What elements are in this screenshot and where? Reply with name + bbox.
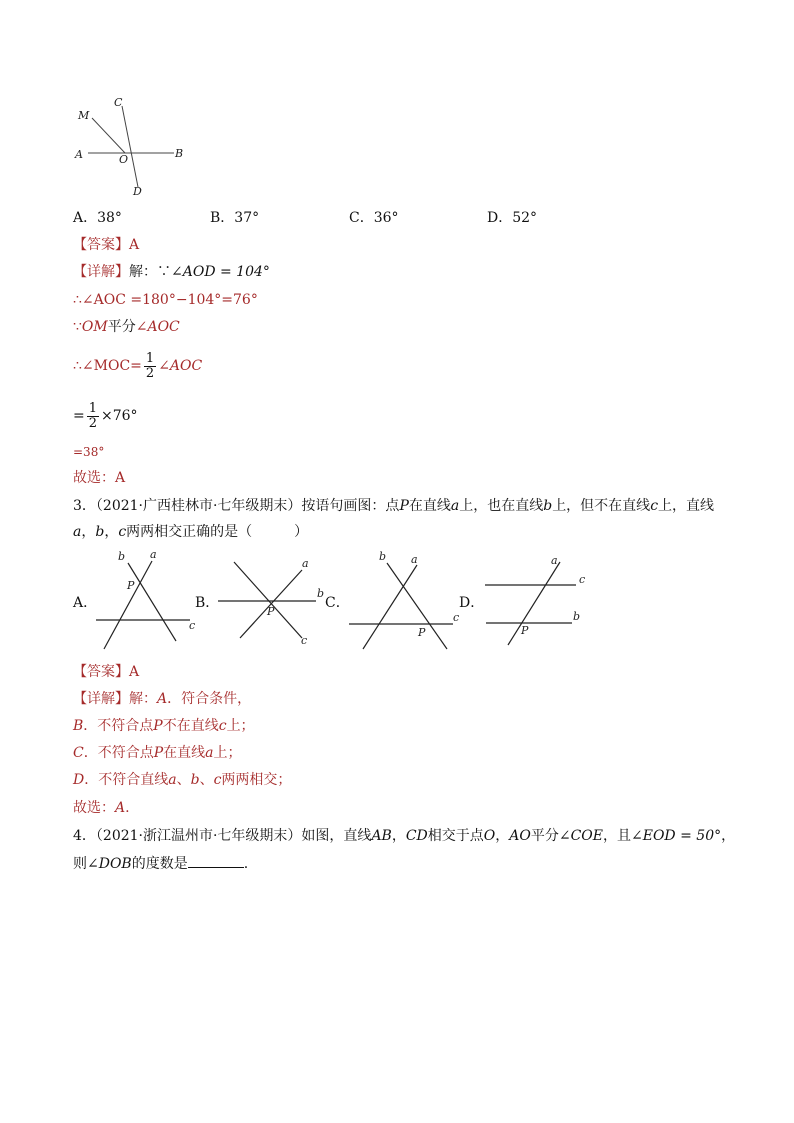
- times-76: ×76°: [101, 408, 138, 424]
- answer-tag: 【答案】: [73, 237, 129, 253]
- om: OM: [81, 319, 108, 335]
- line-cd: [122, 106, 138, 187]
- choose-head: 故选：: [73, 800, 115, 816]
- q2-option-c: C．36°: [349, 210, 399, 226]
- l4-s2: 、: [199, 772, 214, 788]
- q3-s2: 上，也在直线: [459, 498, 544, 514]
- q4-head: 4．（2021·浙江温州市·七年级期末）如图，直线: [73, 828, 372, 844]
- fig-a-label-b: b: [118, 550, 126, 563]
- angle-coe: ∠COE: [558, 828, 603, 844]
- fraction-den: 2: [145, 365, 155, 381]
- detail-l1-rest: ．符合条件，: [167, 691, 252, 707]
- fraction-2: [87, 402, 99, 431]
- l2-b: 不在直线: [162, 718, 219, 734]
- fig-c-line-b: [387, 563, 447, 649]
- detail-head: 解：: [129, 691, 157, 707]
- var-ao: AO: [509, 828, 531, 844]
- q3-s1: 在直线: [408, 498, 451, 514]
- choose-end: .: [125, 800, 130, 816]
- fig-a-label-p: P: [127, 579, 135, 592]
- l3-a: ．不符合点: [83, 745, 154, 761]
- q3-s4: 上，直线: [658, 498, 715, 514]
- opt-a: A: [157, 691, 168, 707]
- fig-c-label-c: c: [453, 611, 460, 624]
- label-a: A: [75, 148, 83, 161]
- l2-end: 上；: [226, 718, 255, 734]
- q2-option-b: B．37°: [210, 210, 260, 226]
- q2-option-d: D．52°: [487, 210, 538, 226]
- q4-stem-line2: [73, 855, 248, 873]
- q3-detail-line3: [73, 744, 242, 762]
- answer-blank[interactable]: [188, 855, 244, 868]
- because-symbol: ∵: [73, 319, 82, 335]
- q4-s3: 平分: [530, 828, 559, 844]
- q3-s3: 上，但不在直线: [552, 498, 651, 514]
- q3-answer: [73, 663, 139, 681]
- fig-d-label-b: b: [573, 610, 581, 623]
- q3-option-c: C．: [325, 595, 350, 611]
- answer-value: A: [129, 237, 140, 253]
- opt-b: B: [73, 718, 84, 734]
- var-b: b: [543, 498, 553, 514]
- angle-dob: ∠DOB: [87, 856, 132, 872]
- q2-detail-line1: [73, 263, 270, 281]
- q3-option-d: D．: [459, 595, 485, 611]
- q3-figure-a: [90, 545, 200, 655]
- l2-c: c: [218, 718, 227, 734]
- detail-text: 解：∵: [129, 264, 171, 280]
- q3-figure-d: [480, 550, 590, 650]
- opt-d: D: [73, 772, 85, 788]
- q3-stem-line1: [73, 497, 714, 515]
- l4-a: ．不符合直线: [84, 772, 169, 788]
- detail-tag: 【详解】: [73, 691, 129, 707]
- q4-s4: ，且: [603, 828, 631, 844]
- fig-a-line-a: [104, 561, 152, 649]
- q4-sep: ，: [391, 828, 406, 844]
- l3-p: P: [153, 745, 164, 761]
- q4-s5: ，: [721, 828, 736, 844]
- fig-d-label-a: a: [551, 554, 558, 567]
- var-cd: CD: [405, 828, 428, 844]
- math-aod: ∠AOD = 104°: [171, 264, 270, 280]
- l4-s1: 、: [176, 772, 191, 788]
- q4-s1: 相交于点: [427, 828, 484, 844]
- bisect-text: 平分: [107, 319, 136, 335]
- label-d: D: [133, 185, 142, 198]
- var-ab: AB: [371, 828, 392, 844]
- q2-detail-line2: ∴∠AOC =180°−104°=76°: [73, 292, 258, 308]
- q3-detail-line1: [73, 690, 251, 708]
- label-o: O: [119, 153, 129, 166]
- fig-d-line-a: [508, 562, 560, 645]
- l2-p: P: [153, 718, 163, 734]
- l4-av: a: [168, 772, 177, 788]
- eq-sign: =: [73, 408, 85, 424]
- l3-av: a: [205, 745, 214, 761]
- fig-d-label-c: c: [579, 573, 586, 586]
- angle-aoc-2: ∠AOC: [158, 358, 203, 374]
- moc-prefix: ∴∠MOC=: [73, 358, 142, 374]
- q2-answer: [73, 236, 139, 254]
- sep2: ，: [104, 524, 119, 540]
- var-o: O: [483, 828, 496, 844]
- q4-line2-head: 则: [73, 856, 87, 872]
- fig-c-label-a: a: [411, 553, 418, 566]
- detail-tag: 【详解】: [73, 264, 129, 280]
- q4-stem-line1: [73, 827, 735, 845]
- fraction: [144, 352, 156, 381]
- fig-a-label-c: c: [189, 619, 196, 632]
- var-c2: c: [118, 524, 127, 540]
- q3-figure-b: [212, 552, 332, 652]
- fig-a-label-a: a: [150, 548, 157, 561]
- l3-end: 上；: [213, 745, 242, 761]
- q4-line2-end: .: [243, 856, 249, 872]
- q3-stem-line2: [73, 523, 308, 541]
- l4-end: 两两相交；: [221, 772, 292, 788]
- fig-b-label-p: P: [267, 605, 275, 618]
- var-a: a: [450, 498, 460, 514]
- ray-om: [92, 118, 125, 153]
- fig-b-label-a: a: [302, 557, 309, 570]
- fig-d-label-p: P: [521, 624, 529, 637]
- q4-s2: ，: [495, 828, 510, 844]
- sep1: ，: [81, 524, 96, 540]
- q3-option-b: B．: [195, 595, 220, 611]
- q3-figure-c: [345, 545, 470, 655]
- fig-c-label-p: P: [418, 626, 426, 639]
- fig-c-label-b: b: [379, 550, 387, 563]
- var-c: c: [650, 498, 659, 514]
- q2-detail-line5: [73, 396, 138, 436]
- opt-c: C: [73, 745, 84, 761]
- q3-detail-line4: [73, 771, 291, 789]
- q2-option-a: A．38°: [73, 210, 122, 226]
- q2-detail-line4: [73, 346, 202, 386]
- q2-choose: 故选：A: [73, 470, 126, 486]
- fig-a-line-b: [128, 563, 176, 641]
- var-b2: b: [95, 524, 105, 540]
- q4-line2-rest: 的度数是: [131, 856, 188, 872]
- q3-head: 3．（2021·广西桂林市·七年级期末）按语句画图：点: [73, 498, 400, 514]
- q3-option-a: A．: [73, 595, 98, 611]
- q3-choose: [73, 799, 130, 817]
- q2-detail-line3: [73, 318, 180, 336]
- fig-b-line-c: [234, 562, 302, 638]
- fraction-2-den: 2: [88, 415, 98, 431]
- q3-rest: 两两相交正确的是（ ）: [126, 524, 309, 540]
- l3-b: 在直线: [163, 745, 206, 761]
- label-b: B: [175, 147, 184, 160]
- l4-bv: b: [190, 772, 200, 788]
- angle-aoc: ∠AOC: [135, 319, 180, 335]
- answer-tag: 【答案】: [73, 664, 129, 680]
- angle-figure: [70, 92, 200, 202]
- choose-val: A: [115, 800, 126, 816]
- fraction-2-num: 1: [88, 400, 98, 416]
- angle-eod: ∠EOD = 50°: [631, 828, 722, 844]
- label-m: M: [78, 109, 90, 122]
- label-c: C: [114, 96, 123, 109]
- fig-b-label-b: b: [317, 587, 325, 600]
- l2-a: ．不符合点: [83, 718, 154, 734]
- var-a2: a: [73, 524, 82, 540]
- l4-cv: c: [213, 772, 222, 788]
- q3-detail-line2: [73, 717, 255, 735]
- answer-value: A: [129, 664, 140, 680]
- q2-detail-line6: =38°: [73, 445, 105, 459]
- var-p: P: [399, 498, 409, 514]
- fig-c-line-a: [363, 565, 417, 649]
- fraction-num: 1: [145, 350, 155, 366]
- fig-b-label-c: c: [301, 634, 308, 647]
